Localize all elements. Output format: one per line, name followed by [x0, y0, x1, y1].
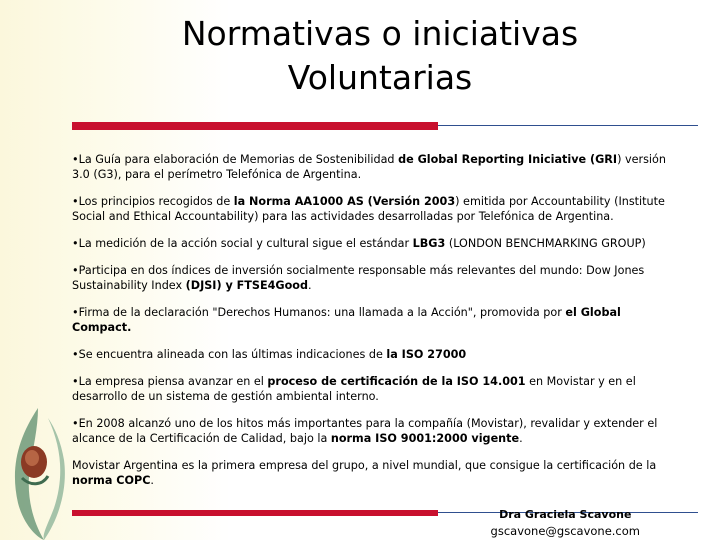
content-paragraph: [72, 347, 680, 362]
content-body: [72, 152, 680, 500]
title-underline-red: [72, 122, 438, 130]
bold-text: la Norma AA1000 AS (Versión 2003: [233, 195, 456, 208]
footer: [491, 507, 640, 539]
slide-title: [120, 12, 640, 100]
bold-text: el Global Compact.: [72, 306, 621, 334]
content-paragraph: [72, 458, 680, 488]
title-underline-blue: [438, 125, 698, 126]
content-paragraph: [72, 374, 680, 404]
bold-text: de Global Reporting Iniciative (GRI: [398, 153, 618, 166]
text: en Movistar y en el desarrollo de un sistema de gestión ambiental interno.: [72, 375, 636, 403]
text: •Se encuentra alineada con las últimas indicaciones de: [72, 348, 387, 361]
text: •Los principios recogidos de: [72, 195, 234, 208]
content-paragraph: [72, 152, 680, 182]
text: .: [519, 432, 523, 445]
text: •Participa en dos índices de inversión socialmente responsable más relevantes del mundo: Dow Jones Sustainability Index: [72, 264, 645, 292]
content-paragraph: [72, 194, 680, 224]
leaf-swirl-logo: [8, 408, 68, 540]
bold-text: (DJSI) y FTSE4Good: [185, 279, 308, 292]
text: (LONDON BENCHMARKING GROUP): [445, 237, 646, 250]
bold-text: norma ISO 9001:2000 vigente: [330, 432, 520, 445]
text: ) emitida por Accountability (Institute Social and Ethical Accountability) para las actividades desarrolladas por Telefónica de Argentina.: [72, 195, 665, 223]
text: ) versión 3.0 (G3), para el perímetro Telefónica de Argentina.: [72, 153, 666, 181]
slide-title-line-2: Voluntarias: [287, 58, 473, 97]
bold-text: la ISO 27000: [386, 348, 467, 361]
text: •La medición de la acción social y cultural sigue el estándar: [72, 237, 413, 250]
text: •En 2008 alcanzó uno de los hitos más importantes para la compañía (Movistar), revalidar y extender el alcance de la Certificación de Calidad, bajo la: [72, 417, 658, 445]
content-paragraph: [72, 416, 680, 446]
content-paragraph: [72, 263, 680, 293]
content-paragraph: [72, 305, 680, 335]
text: .: [307, 279, 312, 292]
footer-author: Dra Graciela Scavone: [499, 508, 632, 521]
bold-text: LBG3: [412, 237, 446, 250]
bold-text: norma COPC: [72, 474, 151, 487]
slide-title-line-1: Normativas o iniciativas: [181, 14, 579, 53]
text: .: [150, 474, 154, 487]
content-paragraph: [72, 236, 680, 251]
footer-rule-red: [72, 510, 438, 516]
text: •La Guía para elaboración de Memorias de Sostenibilidad: [72, 153, 399, 166]
text: •La empresa piensa avanzar en el: [72, 375, 268, 388]
bold-text: proceso de certificación de la ISO 14.001: [267, 375, 526, 388]
text: •Firma de la declaración "Derechos Humanos: una llamada a la Acción", promovida por: [72, 306, 566, 319]
footer-email[interactable]: gscavone@gscavone.com: [490, 524, 640, 538]
text: Movistar Argentina es la primera empresa del grupo, a nivel mundial, que consigue la certificación de la: [72, 459, 657, 472]
